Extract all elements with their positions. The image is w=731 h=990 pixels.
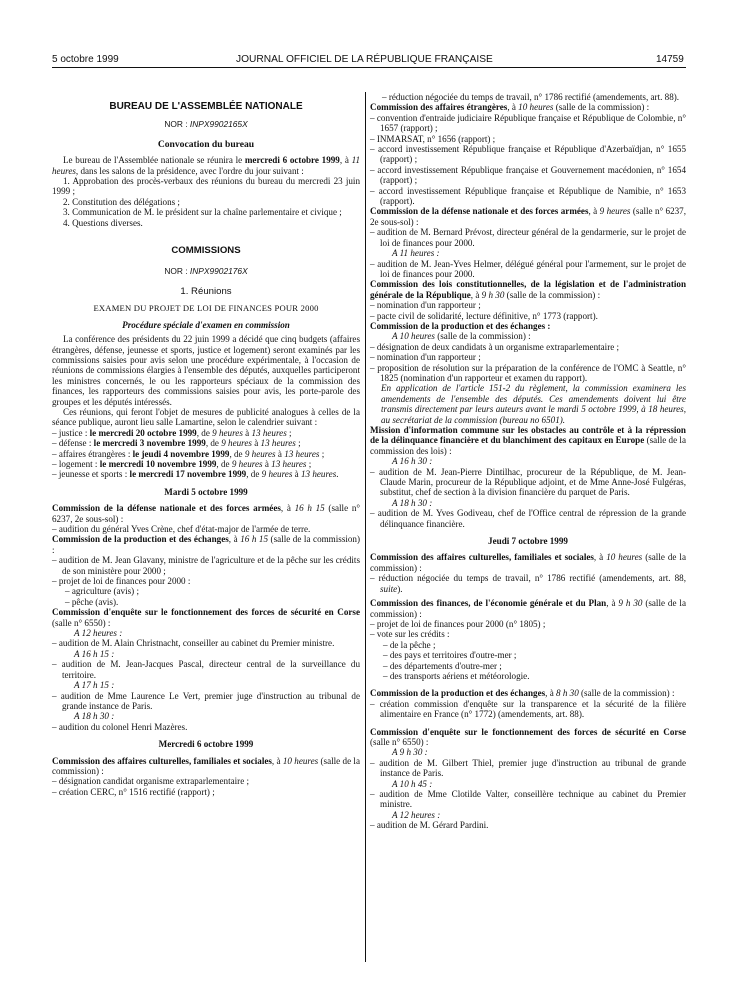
- procedure-paragraph: La conférence des présidents du 22 juin 1999 a décidé que cinq budgets (affaires étrangères, défense, jeunesse et sports, justice et logement) seront examinés par les commissions saisies pour avis selon une procédure expérimentale, à l'occasion de réunions de commissions élargies à l'ensemble des députés, auxquelles participeront les ministres concernés, le ou les rapporteurs spéciaux de la commission des finances, les rapporteurs des commissions saisies pour avis, les porte-parole des groupes et les députés intéressés.: [52, 334, 360, 407]
- agenda-entry: – nomination d'un rapporteur ;: [370, 352, 481, 363]
- commission-heading: Commission de la production et des échanges, à 16 h 15 (salle de la commission) :: [52, 534, 361, 555]
- calendar-item: – jeunesse et sports : le mercredi 17 novembre 1999, de 9 heures à 13 heures.: [52, 469, 339, 480]
- agenda-entry: – désignation de deux candidats à un organisme extraparlementaire ;: [370, 341, 620, 352]
- agenda-subentry: – des départements d'outre-mer ;: [383, 660, 502, 671]
- day-heading-mardi: Mardi 5 octobre 1999: [164, 486, 248, 497]
- procedure-heading: Procédure spéciale d'examen en commission: [122, 319, 290, 330]
- header-page-number: 14759: [656, 54, 684, 65]
- day-heading-jeudi: Jeudi 7 octobre 1999: [488, 536, 568, 547]
- commission-heading: Commission d'enquête sur le fonctionnement des forces de sécurité en Corse (salle n° 6550) :: [52, 607, 360, 628]
- agenda-entry: – nomination d'un rapporteur ;: [370, 300, 481, 311]
- agenda-entry: – proposition de résolution sur la préparation de la conférence de l'OMC à Seattle, n° 1825 (nomination d'un rapporteur et examen du rapport).: [370, 362, 686, 383]
- agenda-subentry: – de la pêche ;: [383, 639, 436, 650]
- agenda-entry: – audition de M. Bernard Prévost, directeur général de la gendarmerie, sur le projet de loi de finances pour 2000.: [370, 227, 686, 248]
- time-slot: A 17 h 15 :: [74, 680, 115, 691]
- commission-heading: Commission de la défense nationale et des forces armées, à 9 heures (salle n° 6237, 2e sous-sol) :: [370, 206, 687, 227]
- time-slot: A 10 heures (salle de la commission) :: [392, 331, 531, 342]
- agenda-entry: – audition de M. Jean-Jacques Pascal, directeur central de la surveillance du territoire.: [52, 659, 360, 680]
- commission-heading: Commission des lois constitutionnelles, de la législation et de l'administration générale de la République, à 9 h 30 (salle de la commission) :: [370, 279, 686, 300]
- agenda-subentry: – pêche (avis).: [65, 596, 119, 607]
- agenda-entry: – réduction négociée du temps de travail, n° 1786 rectifié (amendements, art. 88).: [382, 92, 680, 102]
- agenda-entry: – audition de Mme Clotilde Valter, conseillère technique au cabinet du Premier ministre.: [370, 789, 686, 810]
- agenda-entry: – accord investissement République française et République de Namibie, n° 1653 (rapport).: [370, 185, 686, 207]
- commission-heading: Commission des affaires étrangères, à 10 heures (salle de la commission) :: [370, 102, 650, 113]
- agenda-entry: – audition du général Yves Crène, chef d'état-major de l'armée de terre.: [52, 524, 311, 534]
- bureau-title: BUREAU DE L'ASSEMBLÉE NATIONALE: [109, 101, 303, 112]
- agenda-entry: – accord investissement République française et Gouvernement macédonien, n° 1654 (rapport) ;: [370, 164, 686, 186]
- day-heading-mercredi: Mercredi 6 octobre 1999: [158, 739, 254, 750]
- commissions-nor: NOR : INPX9902176X: [164, 266, 248, 277]
- agenda-entry: – projet de loi de finances pour 2000 :: [52, 576, 191, 587]
- bureau-subtitle: Convocation du bureau: [157, 138, 255, 150]
- agenda-entry: – audition de M. Jean Glavany, ministre de l'agriculture et de la pêche sur les crédits de son ministère pour 2000 ;: [52, 555, 360, 576]
- commission-heading: Commission de la production et des échanges :: [370, 320, 551, 331]
- calendar-item: – affaires étrangères : le jeudi 4 novembre 1999, de 9 heures à 13 heures ;: [52, 448, 325, 459]
- agenda-entry: – audition de M. Gérard Pardini.: [370, 820, 489, 831]
- header-journal-title: JOURNAL OFFICIEL DE LA RÉPUBLIQUE FRANÇAISE: [236, 54, 493, 65]
- agenda-item: 1. Approbation des procès-verbaux des réunions du bureau du mercredi 23 juin 1999 ;: [52, 176, 360, 197]
- time-slot: A 9 h 30 :: [392, 747, 428, 758]
- agenda-entry: – accord investissement République française et République d'Azerbaïdjan, n° 1655 (rapport) ;: [370, 144, 686, 165]
- agenda-entry: – vote sur les crédits :: [370, 629, 450, 640]
- agenda-entry: – audition de M. Yves Godiveau, chef de l'Office central de répression de la grande délinquance financière.: [370, 508, 686, 529]
- agenda-item: 2. Constitution des délégations ;: [63, 196, 180, 207]
- header-rule: [52, 67, 686, 68]
- agenda-entry: – audition de M. Jean-Pierre Dintilhac, procureur de la République, de M. Jean-Claude Marin, procureur de la République adjoint, et de Mme Anne-José Fulgéras, substitut, chef de section à la division financière du parquet de Paris.: [370, 466, 686, 498]
- bureau-intro: Le bureau de l'Assemblée nationale se réunira le mercredi 6 octobre 1999, à 11 heures, dans les salons de la présidence, avec l'ordre du jour suivant :: [52, 155, 361, 176]
- agenda-entry: – pacte civil de solidarité, lecture définitive, n° 1773 (rapport).: [370, 310, 598, 321]
- commission-heading: Commission de la production et des échanges, à 8 h 30 (salle de la commission) :: [370, 688, 675, 699]
- agenda-entry: – audition de M. Jean-Yves Helmer, délégué général pour l'armement, sur le projet de loi de finances pour 2000.: [370, 258, 686, 279]
- time-slot: A 18 h 30 :: [392, 497, 433, 508]
- time-slot: A 16 h 15 :: [74, 648, 115, 659]
- time-slot: A 12 heures :: [74, 628, 123, 639]
- procedure-note: En application de l'article 151-2 du règlement, la commission examinera les amendements de l'ensemble des députés. Ces amendements doivent lui être transmis directement par leurs auteurs avant le mardi 5 octobre 1999, à 18 heures, au secrétariat de la commission (bureau no 6501).: [381, 383, 686, 425]
- bureau-nor: NOR : INPX9902165X: [164, 119, 248, 130]
- agenda-entry: – création commission d'enquête sur la transparence et la sécurité de la filière alimentaire en France (n° 1772) (amendements, art. 88).: [370, 698, 686, 720]
- time-slot: A 16 h 30 :: [392, 456, 433, 467]
- commission-heading: Mission d'information commune sur les obstacles au contrôle et à la répression de la délinquance financière et du blanchiment des capitaux en Europe (salle de la commission des lois) :: [370, 425, 686, 456]
- commission-heading: Commission des affaires culturelles, familiales et sociales, à 10 heures (salle de la commission) :: [52, 755, 360, 776]
- agenda-subentry: – des pays et territoires d'outre-mer ;: [383, 650, 517, 661]
- calendar-item: – justice : le mercredi 20 octobre 1999, de 9 heures à 13 heures ;: [52, 427, 292, 438]
- agenda-entry: – projet de loi de finances pour 2000 (n° 1805) ;: [370, 618, 546, 629]
- calendar-item: – logement : le mercredi 10 novembre 1999, de 9 heures à 13 heures ;: [52, 458, 312, 469]
- agenda-subentry: – agriculture (avis) ;: [65, 586, 139, 597]
- agenda-entry: – réduction négociée du temps de travail, n° 1786 rectifié (amendements, art. 88, suite).: [370, 573, 686, 594]
- agenda-entry: – audition de M. Gilbert Thiel, premier juge d'instruction au tribunal de grande instance de Paris.: [370, 757, 686, 779]
- agenda-entry: – audition de Mme Laurence Le Vert, premier juge d'instruction au tribunal de grande instance de Paris.: [52, 690, 360, 711]
- commissions-title: COMMISSIONS: [171, 245, 241, 257]
- commission-heading: Commission d'enquête sur le fonctionnement des forces de sécurité en Corse (salle n° 6550) :: [370, 726, 686, 747]
- agenda-entry: – désignation candidat organisme extraparlementaire ;: [52, 776, 250, 787]
- time-slot: A 11 heures :: [392, 248, 440, 259]
- agenda-item: 4. Questions diverses.: [63, 217, 143, 228]
- left-column: [52, 92, 360, 797]
- reunions-heading: 1. Réunions: [180, 285, 232, 297]
- agenda-subentry: – des transports aériens et météorologie.: [383, 670, 530, 681]
- time-slot: A 10 h 45 :: [392, 778, 433, 789]
- right-column: [370, 92, 686, 831]
- agenda-entry: – audition de M. Alain Christnacht, conseiller au cabinet du Premier ministre.: [52, 638, 335, 649]
- examen-heading: EXAMEN DU PROJET DE LOI DE FINANCES POUR 2000: [93, 303, 319, 314]
- time-slot: A 18 h 30 :: [74, 711, 115, 722]
- agenda-entry: – convention d'entraide judiciaire République française et République de Colombie, n° 1657 (rapport) ;: [370, 112, 686, 134]
- agenda-entry: – création CERC, n° 1516 rectifié (rapport) ;: [52, 786, 215, 797]
- commission-heading: Commission des finances, de l'économie générale et du Plan, à 9 h 30 (salle de la commission) :: [370, 598, 686, 619]
- agenda-entry: – INMARSAT, n° 1656 (rapport) ;: [370, 133, 496, 144]
- commission-heading: Commission de la défense nationale et des forces armées, à 16 h 15 (salle n° 6237, 2e sous-sol) :: [52, 503, 360, 524]
- commission-heading: Commission des affaires culturelles, familiales et sociales, à 10 heures (salle de la commission) :: [370, 552, 686, 573]
- procedure-paragraph: Ces réunions, qui feront l'objet de mesures de publicité analogues à celles de la séance publique, auront lieu salle Lamartine, selon le calendrier suivant :: [52, 406, 360, 428]
- agenda-item: 3. Communication de M. le président sur la chaîne parlementaire et civique ;: [63, 207, 342, 218]
- calendar-item: – défense : le mercredi 3 novembre 1999, de 9 heures à 13 heures ;: [52, 438, 301, 449]
- header-date: 5 octobre 1999: [52, 54, 119, 65]
- time-slot: A 12 heures :: [392, 809, 441, 820]
- agenda-entry: – audition du colonel Henri Mazères.: [52, 721, 188, 732]
- column-divider: [365, 92, 366, 962]
